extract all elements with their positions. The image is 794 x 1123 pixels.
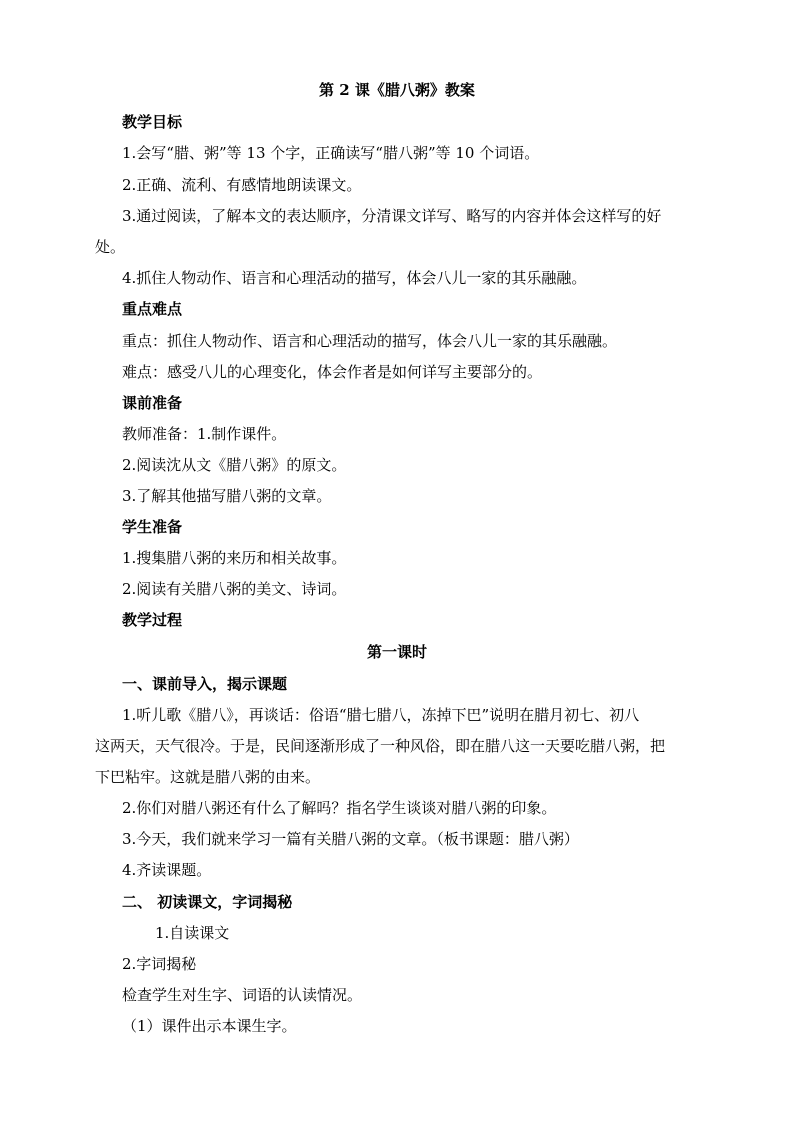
teacher-prep-item-2: 2.阅读沈从文《腊八粥》的原文。	[122, 456, 347, 474]
part1-item-1-line-3: 下巴粘牢。这就是腊八粥的由来。	[95, 768, 321, 786]
section-heading-key-points: 重点难点	[122, 300, 183, 318]
student-prep-item-2: 2.阅读有关腊八粥的美文、诗词。	[122, 580, 347, 598]
goal-item-3-line-1: 3.通过阅读，了解本文的表达顺序，分清课文详写、略写的内容并体会这样写的好	[122, 207, 662, 225]
part-heading-1: 一、课前导入，揭示课题	[122, 675, 288, 693]
student-prep-item-1: 1.搜集腊八粥的来历和相关故事。	[122, 549, 347, 567]
goal-item-1: 1.会写“腊、粥”等 13 个字，正确读写“腊八粥”等 10 个词语。	[122, 144, 540, 162]
key-point: 重点：抓住人物动作、语言和心理活动的描写，体会八儿一家的其乐融融。	[122, 332, 618, 350]
part2-item-2-sub-1: （1）课件出示本课生字。	[122, 1017, 297, 1035]
section-heading-student-prep: 学生准备	[122, 518, 183, 536]
section-heading-teaching-goals: 教学目标	[122, 113, 183, 131]
teacher-prep-item-3: 3.了解其他描写腊八粥的文章。	[122, 487, 332, 505]
goal-item-4: 4.抓住人物动作、语言和心理活动的描写，体会八儿一家的其乐融融。	[122, 269, 587, 287]
lesson-title: 第一课时	[366, 643, 427, 661]
part2-item-2: 2.字词揭秘	[122, 955, 197, 973]
section-heading-teaching-process: 教学过程	[122, 611, 183, 629]
part2-item-1: 1.自读课文	[155, 924, 230, 942]
document-title: 第 2 课《腊八粥》教案	[319, 81, 475, 99]
part1-item-3: 3.今天，我们就来学习一篇有关腊八粥的文章。（板书课题：腊八粥）	[122, 830, 579, 848]
part1-item-4: 4.齐读课题。	[122, 861, 212, 879]
difficult-point: 难点：感受八儿的心理变化，体会作者是如何详写主要部分的。	[122, 363, 543, 381]
goal-item-2: 2.正确、流利、有感情地朗读课文。	[122, 176, 362, 194]
teacher-prep-item-1: 教师准备：1.制作课件。	[122, 425, 287, 443]
goal-item-3-line-2: 处。	[95, 238, 126, 256]
part1-item-2: 2.你们对腊八粥还有什么了解吗？指名学生谈谈对腊八粥的印象。	[122, 799, 557, 817]
section-heading-preparation: 课前准备	[122, 394, 183, 412]
part-heading-2: 二、 初读课文，字词揭秘	[122, 893, 293, 911]
part1-item-1-line-1: 1.听儿歌《腊八》，再谈话：俗语“腊七腊八，冻掉下巴”说明在腊月初七、初八	[122, 706, 640, 724]
part1-item-1-line-2: 这两天，天气很冷。于是，民间逐渐形成了一种风俗，即在腊八这一天要吃腊八粥，把	[95, 737, 666, 755]
part2-item-2-desc: 检查学生对生字、词语的认读情况。	[122, 986, 363, 1004]
